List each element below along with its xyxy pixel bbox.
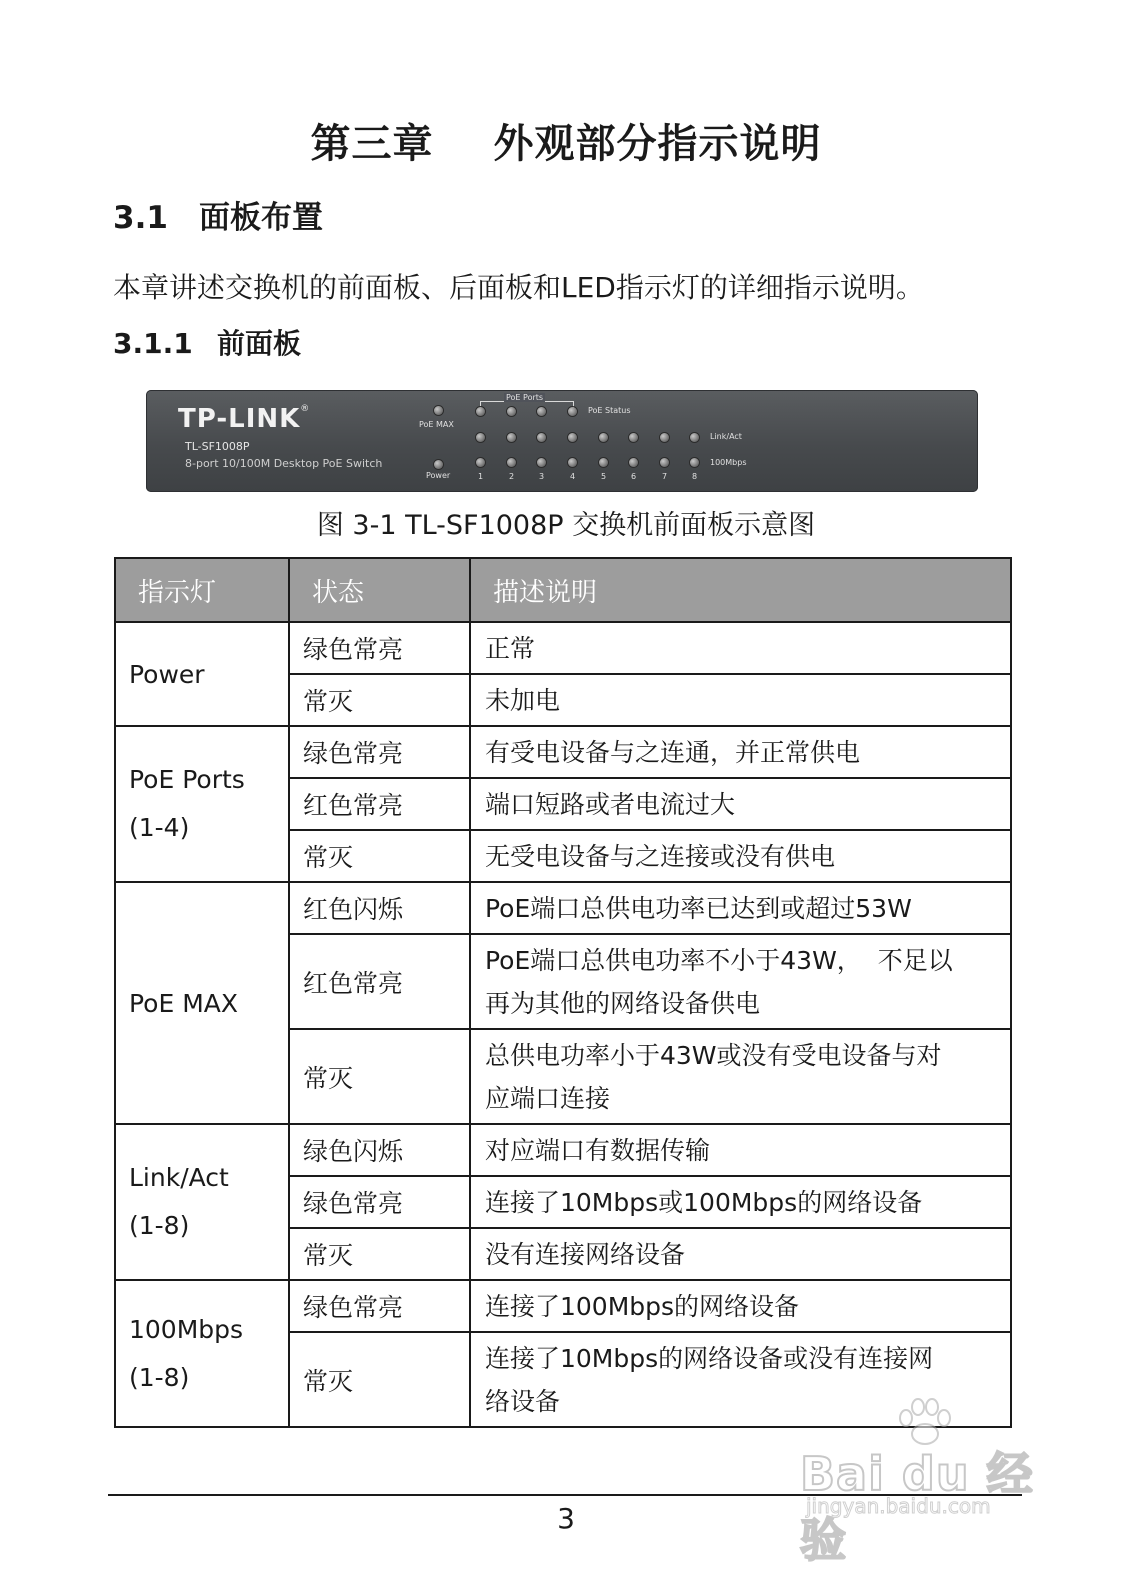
- watermark-url: jingyan.baidu.com: [806, 1494, 991, 1518]
- section-number: 3.1: [113, 200, 168, 236]
- state-cell: 常灭: [289, 674, 470, 726]
- indicator-name: PoE MAX: [129, 988, 239, 1018]
- description-cell: 没有连接网络设备: [470, 1228, 1011, 1280]
- link-act-led: [507, 433, 516, 442]
- link-act-led: [660, 433, 669, 442]
- port-number: 7: [662, 472, 668, 481]
- panel-model: TL-SF1008P: [185, 440, 250, 453]
- state-cell: 红色常亮: [289, 934, 470, 1029]
- indicator-cell: [115, 1124, 289, 1280]
- poe-status-label: PoE Status: [588, 406, 631, 415]
- port-number: 1: [478, 472, 484, 481]
- description-line: PoE端口总供电功率不小于43W， 不足以: [485, 945, 953, 975]
- state-cell: 绿色常亮: [289, 726, 470, 778]
- poe-ports-label: PoE Ports: [506, 393, 544, 402]
- intro-paragraph: 本章讲述交换机的前面板、后面板和LED指示灯的详细指示说明。: [113, 271, 924, 304]
- poe-ports-bracket: [480, 401, 574, 408]
- description-line: 总供电功率小于43W或没有受电设备与对: [485, 1040, 942, 1070]
- description-line: 应端口连接: [485, 1083, 611, 1113]
- indicator-cell: [115, 726, 289, 882]
- watermark-logo: Bai du 经验: [800, 1447, 1034, 1567]
- led-status-table: [114, 557, 1012, 1428]
- figure-caption: 图 3-1 TL-SF1008P 交换机前面板示意图: [316, 510, 816, 541]
- header-indicator: 指示灯: [115, 558, 289, 622]
- port-number: 4: [570, 472, 576, 481]
- link-act-led: [599, 433, 608, 442]
- poe-status-led: [476, 407, 485, 416]
- description-cell: 连接了100Mbps的网络设备: [470, 1280, 1011, 1332]
- state-cell: 绿色常亮: [289, 622, 470, 674]
- port-number: 5: [601, 472, 607, 481]
- description-line: 络设备: [485, 1386, 561, 1416]
- chapter-name: 外观部分指示说明: [493, 121, 822, 167]
- description-line: 连接了10Mbps的网络设备或没有连接网: [485, 1343, 934, 1373]
- poe-max-label: PoE MAX: [419, 420, 454, 429]
- table-header-row: [115, 558, 1011, 622]
- table-row: [115, 726, 1011, 778]
- description-cell: [470, 1029, 1011, 1124]
- state-cell: 绿色常亮: [289, 1176, 470, 1228]
- indicator-name: Link/Act: [129, 1163, 229, 1192]
- speed-led: [660, 458, 669, 467]
- indicator-cell: [115, 882, 289, 1124]
- link-act-led: [537, 433, 546, 442]
- description-cell: 对应端口有数据传输: [470, 1124, 1011, 1176]
- speed-led: [507, 458, 516, 467]
- speed-led: [690, 458, 699, 467]
- link-act-led: [568, 433, 577, 442]
- link-act-led: [629, 433, 638, 442]
- description-cell: PoE端口总供电功率已达到或超过53W: [470, 882, 1011, 934]
- indicator-name: Power: [129, 659, 205, 689]
- page-number: 3: [557, 1502, 575, 1535]
- indicator-cell: [115, 1280, 289, 1427]
- indicator-name: 100Mbps: [129, 1314, 244, 1344]
- description-cell: 连接了10Mbps或100Mbps的网络设备: [470, 1176, 1011, 1228]
- poe-status-led: [568, 407, 577, 416]
- tp-link-logo: TP-LINK®: [178, 404, 311, 434]
- panel-description: 8-port 10/100M Desktop PoE Switch: [185, 457, 383, 470]
- header-state: 状态: [289, 558, 470, 622]
- speed-led: [629, 458, 638, 467]
- indicator-cell: [115, 622, 289, 726]
- indicator-range: (1-8): [129, 1211, 190, 1240]
- chapter-title: [0, 112, 1132, 169]
- indicator-name: PoE Ports: [129, 765, 245, 794]
- power-label: Power: [426, 471, 451, 480]
- state-cell: 常灭: [289, 1332, 470, 1427]
- state-cell: 红色闪烁: [289, 882, 470, 934]
- poe-status-led: [537, 407, 546, 416]
- speed-led: [476, 458, 485, 467]
- power-led: [434, 460, 443, 469]
- description-cell: 无受电设备与之连接或没有供电: [470, 830, 1011, 882]
- state-cell: 常灭: [289, 1029, 470, 1124]
- poe-max-led: [434, 406, 443, 415]
- section-heading: [113, 192, 323, 237]
- port-number: 6: [631, 472, 637, 481]
- indicator-range: (1-8): [129, 1362, 190, 1392]
- table-row: [115, 1124, 1011, 1176]
- speed-led: [568, 458, 577, 467]
- link-act-label: Link/Act: [710, 432, 742, 441]
- port-number: 8: [692, 472, 698, 481]
- description-cell: 端口短路或者电流过大: [470, 778, 1011, 830]
- speed-label: 100Mbps: [710, 458, 747, 467]
- poe-status-led: [507, 407, 516, 416]
- state-cell: 绿色闪烁: [289, 1124, 470, 1176]
- state-cell: 绿色常亮: [289, 1280, 470, 1332]
- baidu-jingyan-watermark: [792, 1398, 1060, 1567]
- speed-led: [599, 458, 608, 467]
- description-line: 再为其他的网络设备供电: [485, 988, 761, 1018]
- subsection-number: 3.1.1: [113, 327, 193, 360]
- chapter-number: 第三章: [310, 121, 434, 167]
- state-cell: 常灭: [289, 830, 470, 882]
- port-number: 3: [539, 472, 545, 481]
- table-row: [115, 1280, 1011, 1332]
- link-act-led: [476, 433, 485, 442]
- description-cell: [470, 934, 1011, 1029]
- port-number: 2: [509, 472, 515, 481]
- speed-led: [537, 458, 546, 467]
- indicator-range: (1-4): [129, 813, 190, 842]
- state-cell: 常灭: [289, 1228, 470, 1280]
- header-description: 描述说明: [470, 558, 1011, 622]
- section-title: 面板布置: [199, 200, 323, 236]
- subsection-title: 前面板: [217, 327, 302, 360]
- table-row: [115, 882, 1011, 934]
- table-row: [115, 622, 1011, 674]
- description-cell: 正常: [470, 622, 1011, 674]
- description-cell: 有受电设备与之连通，并正常供电: [470, 726, 1011, 778]
- switch-front-panel-image: [146, 390, 978, 492]
- link-act-led: [690, 433, 699, 442]
- subsection-heading: [113, 322, 301, 362]
- description-cell: 未加电: [470, 674, 1011, 726]
- state-cell: 红色常亮: [289, 778, 470, 830]
